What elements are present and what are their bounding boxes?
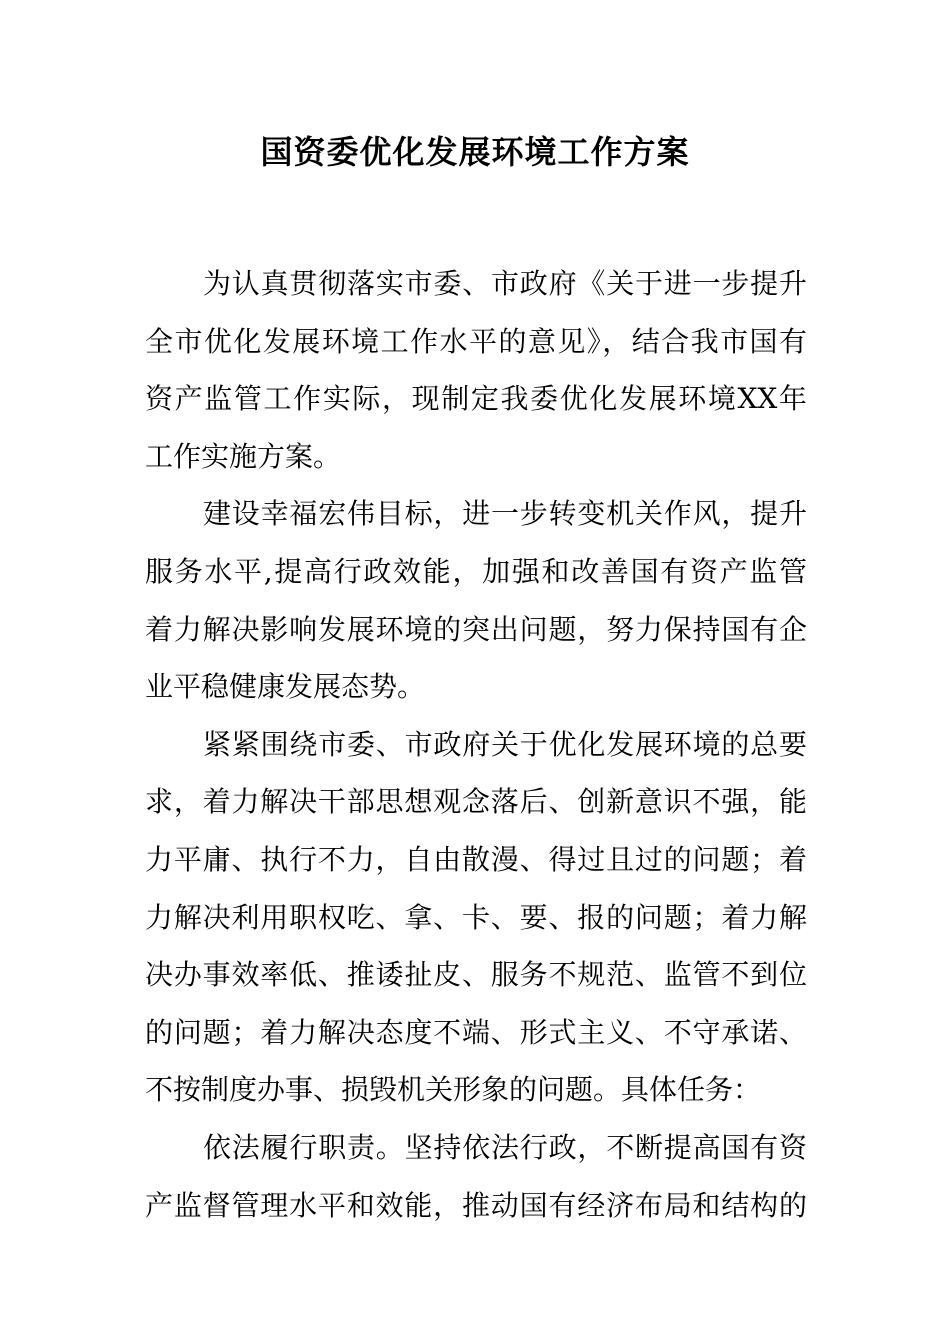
text-line: 为认真贯彻落实市委、市政府《关于进一步提升 — [203, 267, 807, 300]
text-line: 决办事效率低、推诿扯皮、服务不规范、监管不到位 — [145, 958, 807, 992]
text-line: 业平稳健康发展态势。 — [145, 670, 426, 704]
text-line: 依法履行职责。坚持依法行政，不断提高国有资 — [203, 1130, 807, 1164]
text-line: 求，着力解决干部思想观念落后、创新意识不强，能 — [145, 785, 807, 819]
text-line: 紧紧围绕市委、市政府关于优化发展环境的总要 — [203, 727, 807, 761]
text-line: 资产监管工作实际，现制定我委优化发展环境XX年 — [145, 382, 807, 416]
text-line: 产监督管理水平和效能，推动国有经济布局和结构的 — [145, 1188, 807, 1222]
text-line: 力解决利用职权吃、拿、卡、要、报的问题；着力解 — [145, 900, 807, 934]
text-line: 全市优化发展环境工作水平的意见》，结合我市国有 — [145, 324, 807, 358]
paragraph-goal — [145, 485, 807, 715]
text-line: 的问题；着力解决态度不端、形式主义、不守承诺、 — [145, 1015, 807, 1049]
text-line: 服务水平,提高行政效能，加强和改善国有资产监管 — [145, 554, 807, 588]
text-line: 力平庸、执行不力，自由散漫、得过且过的问题；着 — [145, 842, 807, 876]
document-body — [145, 255, 807, 1234]
text-line: 着力解决影响发展环境的突出问题，努力保持国有企 — [145, 612, 807, 646]
text-line: 不按制度办事、损毁机关形象的问题。具体任务： — [145, 1073, 762, 1107]
paragraph-tasks — [145, 1119, 807, 1234]
text-line: 建设幸福宏伟目标，进一步转变机关作风，提升 — [203, 497, 807, 531]
paragraph-requirements — [145, 716, 807, 1119]
document-title: 国资委优化发展环境工作方案 — [260, 133, 690, 171]
text-line: 工作实施方案。 — [145, 439, 342, 473]
paragraph-intro — [145, 255, 807, 485]
